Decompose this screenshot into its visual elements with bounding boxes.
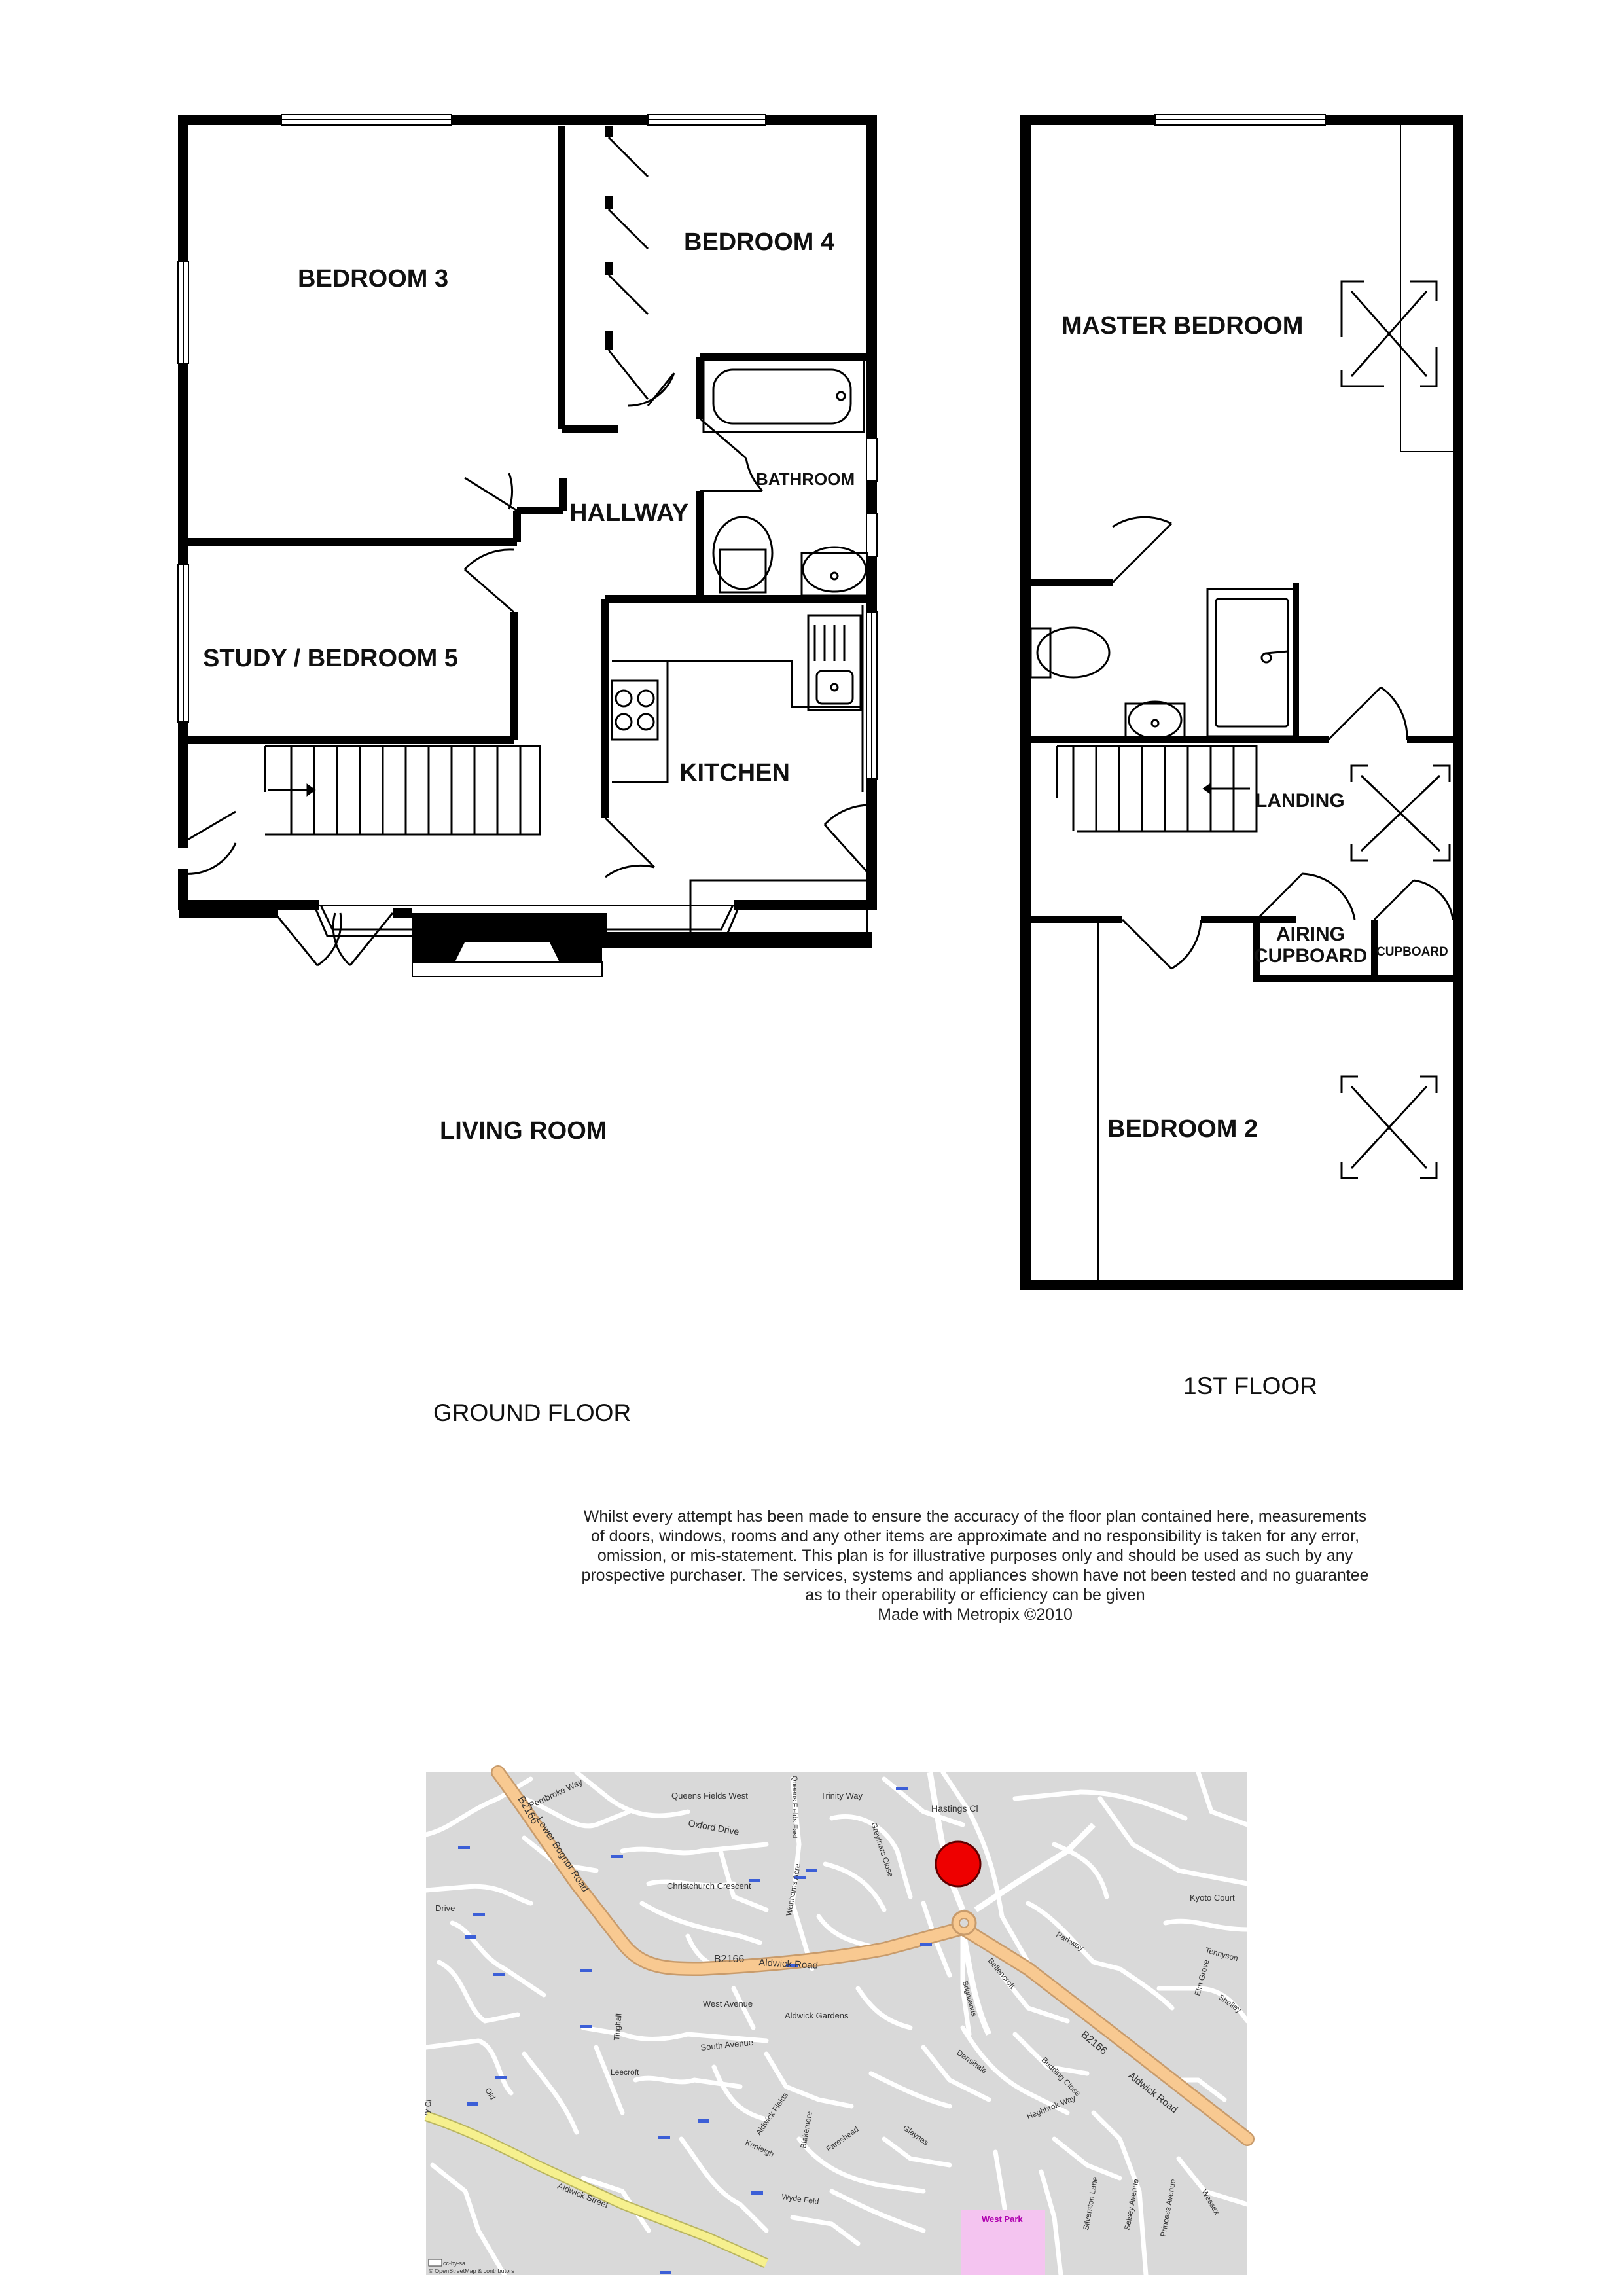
ensuite-fixtures — [1031, 589, 1296, 740]
ground-floor-windows — [178, 115, 877, 779]
room-label-bedroom-4: BEDROOM 4 — [684, 228, 835, 256]
ground-doors — [183, 137, 872, 965]
map-label-tennyson: Tennyson — [1204, 1945, 1240, 1964]
skylight-master — [1342, 281, 1436, 386]
map-label-pembroke-way: Pembroke Way — [527, 1776, 584, 1810]
map-label-budding-close: Budding Close — [1039, 2055, 1082, 2098]
room-label-cupboard: CUPBOARD — [1376, 945, 1448, 959]
map-label-selsey-avenue: Selsey Avenue — [1122, 2178, 1141, 2231]
map-label-kyoto-court: Kyoto Court — [1190, 1893, 1235, 1903]
first-floor-doors — [1113, 517, 1453, 969]
room-label-study: STUDY / BEDROOM 5 — [203, 645, 458, 672]
room-label-airing-cupboard-2: CUPBOARD — [1254, 945, 1368, 967]
map-location-marker — [936, 1842, 980, 1886]
map-label-ry-cl: ry Cl — [421, 2098, 434, 2117]
map-label-aldwick-road: Aldwick Road — [758, 1957, 819, 1971]
first-floor-staircase — [1057, 746, 1257, 831]
room-label-bedroom-2: BEDROOM 2 — [1107, 1115, 1258, 1143]
first-floor-plan — [1026, 115, 1458, 1285]
first-floor-caption: 1ST FLOOR — [1183, 1372, 1317, 1399]
disclaimer-line-3: omission, or mis-statement. This plan is for illustrative purposes only and should be used as such by any — [597, 1547, 1353, 1565]
map-label-aldwick-fields: Aldwick Fields — [753, 2090, 791, 2137]
map-label-trinity-way: Trinity Way — [821, 1791, 863, 1801]
room-label-living-room: LIVING ROOM — [440, 1117, 607, 1145]
room-label-landing: LANDING — [1255, 790, 1345, 812]
map-label-greyfriars-close: Greyfriars Close — [869, 1821, 896, 1878]
disclaimer-line-1: Whilst every attempt has been made to ensure the accuracy of the floor plan contained here, measurements — [583, 1507, 1367, 1526]
map-label-wessex: Wessex — [1200, 2187, 1222, 2217]
map-label-oxford-drive: Oxford Drive — [687, 1818, 740, 1837]
map-label-blakemore: Blakemore — [798, 2110, 814, 2149]
location-map — [421, 1772, 1247, 2275]
map-label-aldwick-street: Aldwick Street — [556, 2180, 610, 2210]
first-floor-internal-walls — [1026, 583, 1458, 982]
map-label-aldwick-gardens: Aldwick Gardens — [785, 2011, 849, 2020]
disclaimer-line-6: Made with Metropix ©2010 — [878, 1605, 1073, 1624]
map-park-label: West Park — [982, 2214, 1023, 2224]
map-label-bellencroft: Bellencroft — [986, 1956, 1017, 1991]
map-label-heghbrok-way: Heghbrok Way — [1025, 2093, 1077, 2121]
skylight-landing — [1351, 766, 1450, 861]
map-label-glaynes: Glaynes — [901, 2123, 931, 2147]
disclaimer — [517, 1507, 1433, 1624]
map-label-queens-fields-east: Queens Fields East — [791, 1776, 798, 1839]
map-label-parkway: Parkway — [1054, 1929, 1086, 1953]
map-label-tinghall: Tinghall — [612, 2013, 624, 2041]
map-license: cc-by-sa — [443, 2260, 466, 2267]
map-label-west-avenue: West Avenue — [703, 1999, 753, 2009]
skylight-bedroom2 — [1342, 1077, 1436, 1178]
disclaimer-line-4: prospective purchaser. The services, systems and appliances shown have not been tested and no guarantee — [581, 1566, 1369, 1585]
room-label-airing-cupboard-1: AIRING — [1276, 924, 1345, 945]
room-label-bedroom-3: BEDROOM 3 — [298, 265, 449, 293]
map-label-silverston-lane: Silverston Lane — [1081, 2176, 1100, 2231]
ground-floor-caption: GROUND FLOOR — [433, 1399, 632, 1426]
ground-staircase — [265, 746, 540, 834]
map-label-drive: Drive — [435, 1903, 455, 1913]
map-label-wyde-feld: Wyde Feld — [781, 2192, 820, 2206]
map-label-b2166-b: B2166 — [714, 1954, 745, 1965]
map-label-densihale: Densihale — [955, 2047, 990, 2076]
map-label-leecroft: Leecroft — [611, 2068, 639, 2077]
map-attribution-text: © OpenStreetMap & contributors — [429, 2268, 514, 2274]
map-label-christchurch-crescent: Christchurch Crescent — [667, 1881, 751, 1891]
map-label-lower-bognor-road: Lower Bognor Road — [533, 1814, 591, 1895]
map-label-wonhams-acre: Wonhams Acre — [784, 1863, 803, 1917]
map-label-aldwick-road-east: Aldwick Road — [1126, 2070, 1180, 2116]
map-label-princess-avenue: Princess Avenue — [1158, 2178, 1178, 2238]
map-label-brightlands: Brightlands — [961, 1980, 978, 2017]
map-label-fareshead: Fareshead — [824, 2125, 861, 2154]
first-floor-windows — [1155, 115, 1325, 125]
map-label-kenleigh: Kenleigh — [743, 2138, 776, 2159]
room-label-kitchen: KITCHEN — [679, 759, 790, 787]
room-label-bathroom: BATHROOM — [756, 469, 855, 489]
map-label-hastings-cl: Hastings Cl — [931, 1803, 978, 1814]
room-label-master-bedroom: MASTER BEDROOM — [1061, 312, 1304, 340]
map-label-b2166-a: B2166 — [515, 1794, 541, 1827]
disclaimer-line-2: of doors, windows, rooms and any other items are approximate and no responsibility is taken for any error, — [590, 1527, 1360, 1545]
first-floor-outer-walls — [1026, 120, 1458, 1285]
map-label-elm-grove: Elm Grove — [1192, 1958, 1211, 1997]
map-label-old: Old — [483, 2086, 497, 2102]
map-svg — [421, 1772, 1247, 2275]
map-label-queens-fields-west: Queens Fields West — [671, 1791, 748, 1801]
room-label-hallway: HALLWAY — [569, 499, 689, 527]
map-label-shelley: Shelley — [1217, 1992, 1243, 2015]
disclaimer-line-5: as to their operability or efficiency can be given — [805, 1586, 1145, 1604]
fireplace — [412, 913, 602, 977]
map-label-south-avenue: South Avenue — [700, 2037, 754, 2053]
map-label-b2166-c: B2166 — [1079, 2029, 1109, 2057]
